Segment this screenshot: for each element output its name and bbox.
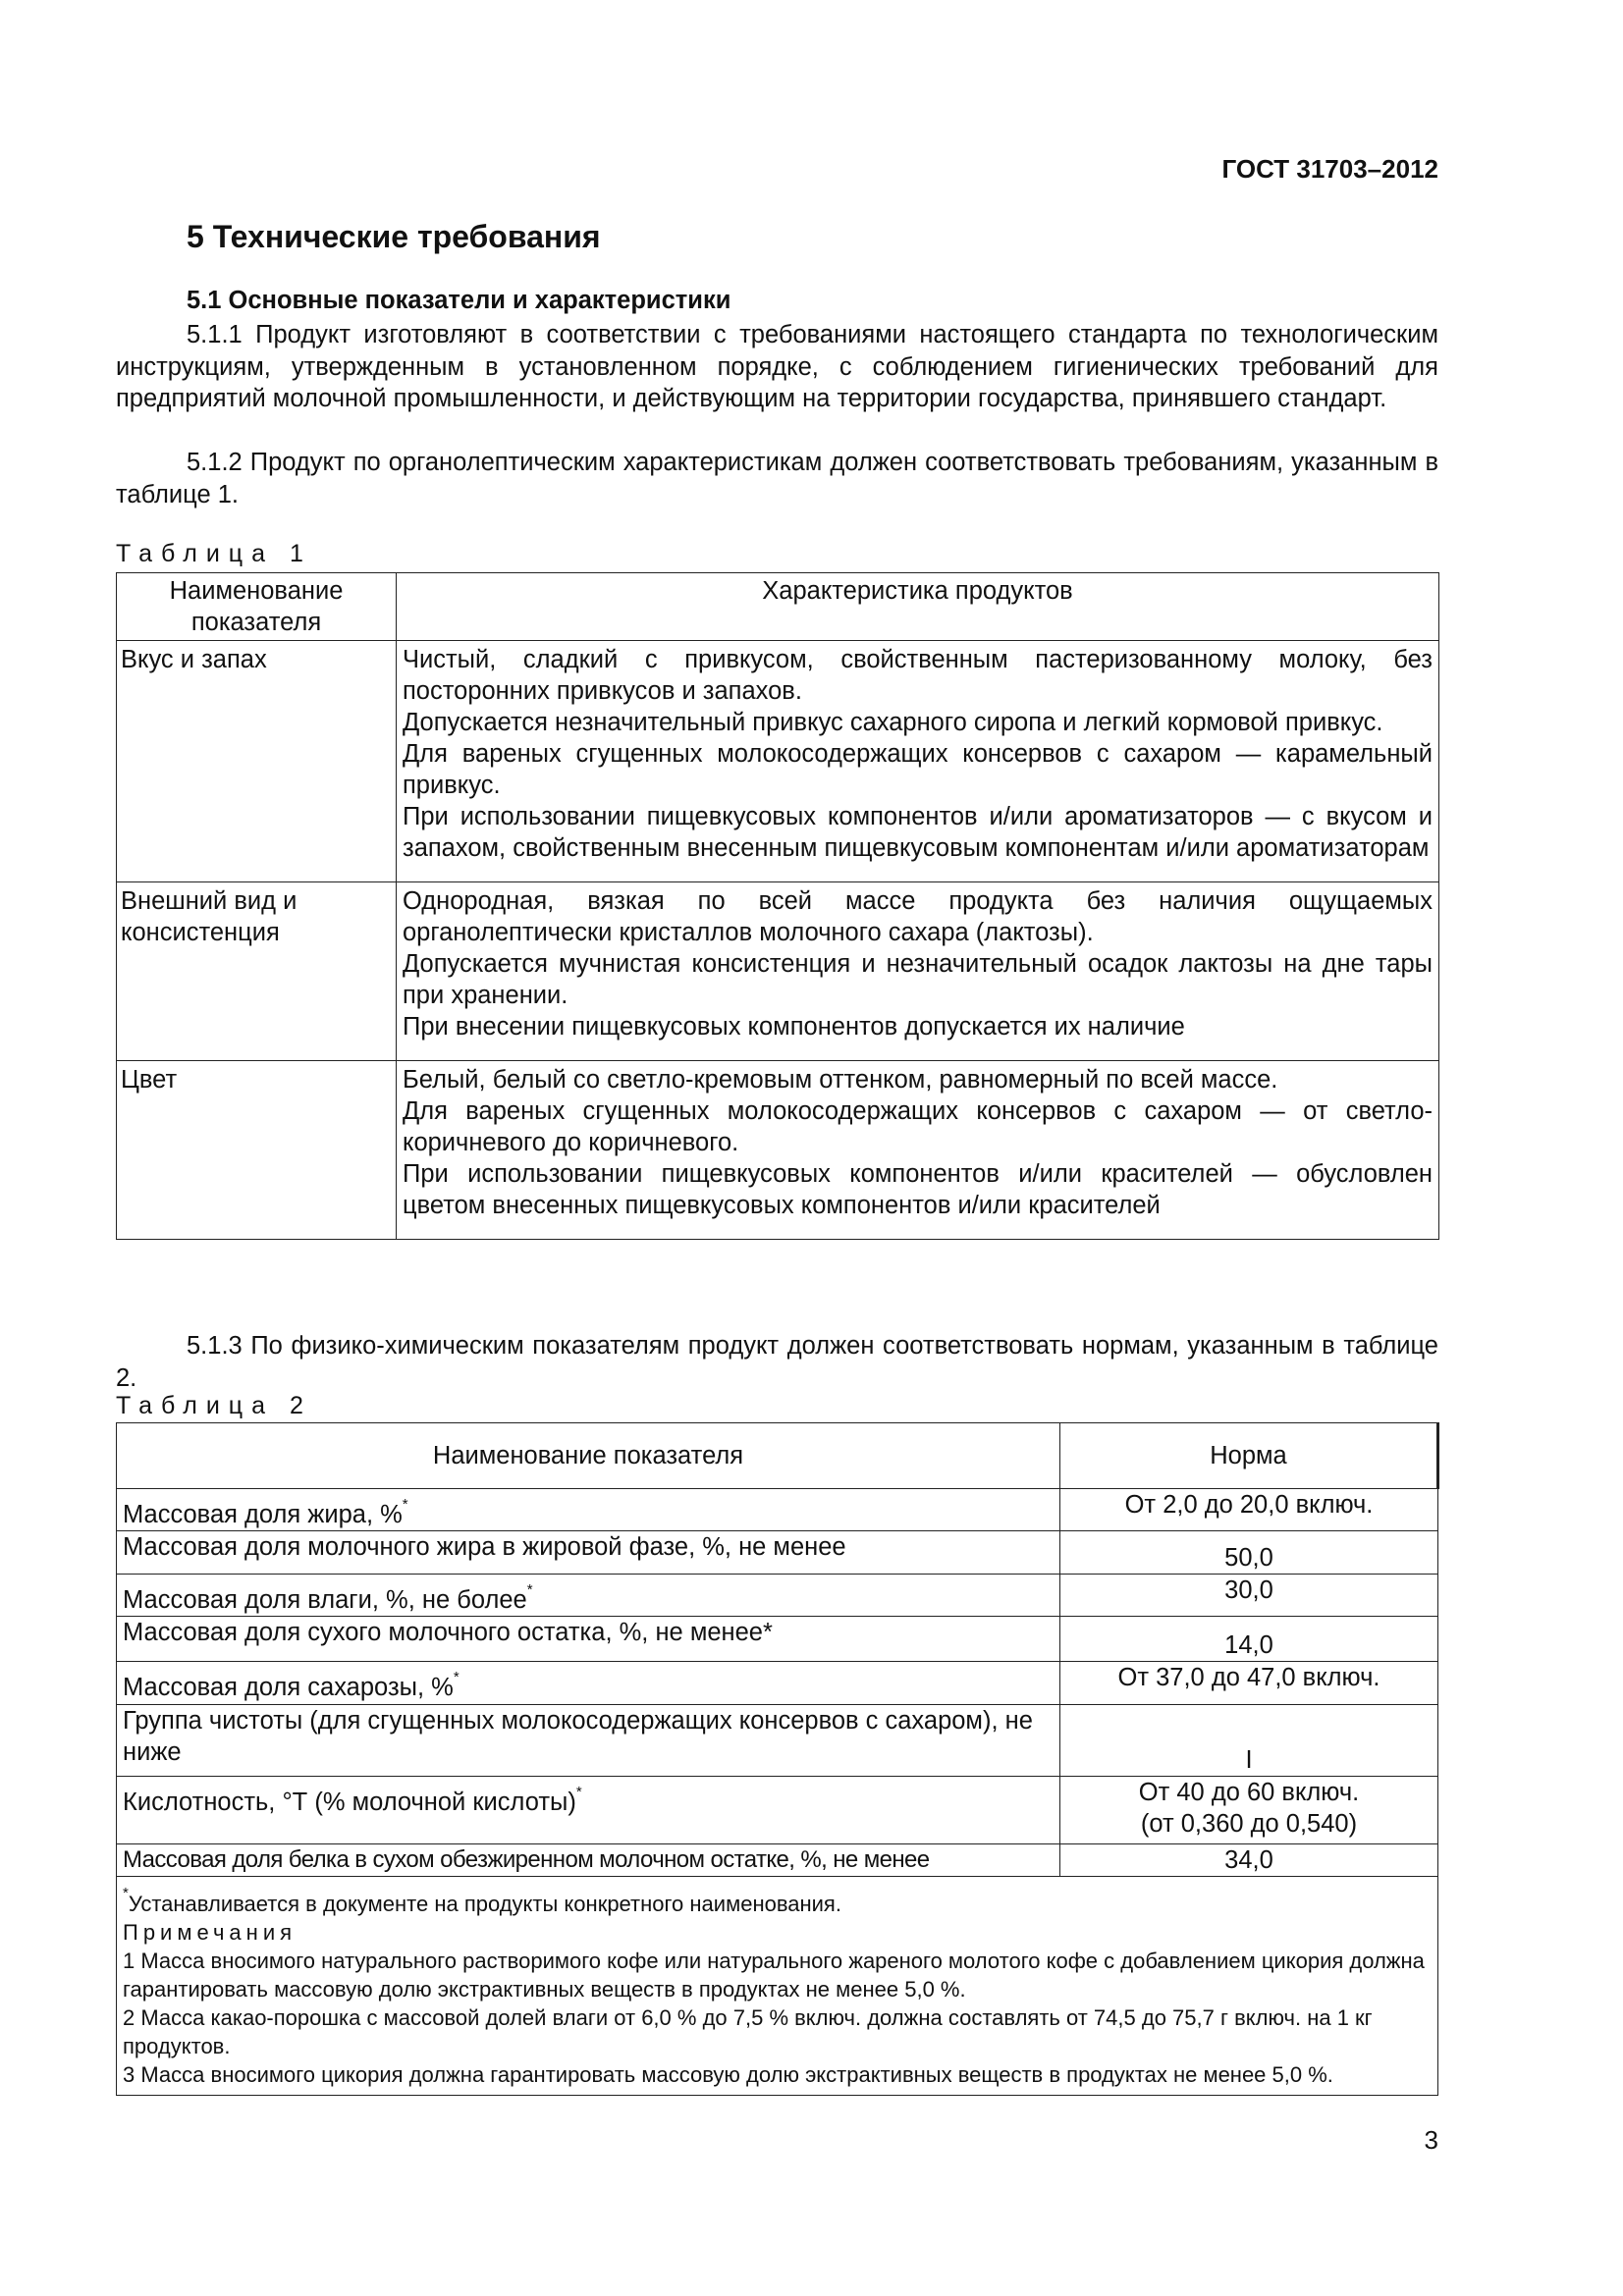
table-row bbox=[117, 1844, 1438, 1877]
footnote-marker: * bbox=[123, 1885, 129, 1901]
document-code: ГОСТ 31703–2012 bbox=[1221, 154, 1438, 184]
table-row bbox=[117, 882, 1439, 1061]
table-notes bbox=[117, 1877, 1438, 2096]
column-header-indicator: Наименование показателя bbox=[117, 1423, 1060, 1489]
indicator-name: Массовая доля молочного жира в жировой фазе, %, не менее bbox=[117, 1531, 1060, 1575]
table-notes-row bbox=[117, 1877, 1438, 2096]
table-header-row bbox=[117, 573, 1439, 641]
indicator-text: Кислотность, °Т (% молочной кислоты) bbox=[123, 1789, 576, 1816]
norm-value: От 2,0 до 20,0 включ. bbox=[1060, 1489, 1438, 1531]
indicator-name bbox=[117, 1777, 1060, 1844]
subsection-title: 5.1 Основные показатели и характеристики bbox=[187, 287, 731, 314]
note-item: 2 Масса какао-порошка с массовой долей влаги от 6,0 % до 7,5 % включ. должна составлять от 74,5 до 75,7 г включ. на 1 кг продуктов. bbox=[123, 2005, 1373, 2058]
norm-value: I bbox=[1060, 1705, 1438, 1777]
indicator-name: Массовая доля сухого молочного остатка, %, не менее* bbox=[117, 1617, 1060, 1662]
footnote-text: Устанавливается в документе на продукты конкретного наименования. bbox=[128, 1892, 841, 1916]
table-2-label: Таблица 2 bbox=[116, 1392, 312, 1419]
norm-value bbox=[1060, 1777, 1438, 1844]
characteristic-line: Для вареных сгущенных молокосодержащих консервов с сахаром — от светло-коричневого до коричневого. bbox=[403, 1097, 1433, 1156]
table-row bbox=[117, 1061, 1439, 1240]
note-item: 1 Масса вносимого натурального растворимого кофе или натурального жареного молотого кофе с добавлением цикория должна гарантировать массовую долю экстрактивных веществ в продуктах не менее 5,0 %. bbox=[123, 1949, 1425, 2002]
characteristic-cell bbox=[397, 1061, 1439, 1240]
characteristic-line: Допускается незначительный привкус сахарного сиропа и легкий кормовой привкус. bbox=[403, 709, 1383, 736]
footnote-marker: * bbox=[575, 1784, 582, 1800]
norm-value: 14,0 bbox=[1060, 1617, 1438, 1662]
indicator-text: Массовая доля жира, % bbox=[123, 1501, 403, 1528]
characteristic-line: Допускается мучнистая консистенция и незначительный осадок лактозы на дне тары при хранении. bbox=[403, 950, 1433, 1009]
table-row bbox=[117, 1662, 1438, 1705]
page-number: 3 bbox=[1424, 2125, 1438, 2155]
footnote-marker: * bbox=[402, 1496, 408, 1513]
section-title: 5 Технические требования bbox=[187, 219, 601, 254]
note-item: 3 Масса вносимого цикория должна гарантировать массовую долю экстрактивных веществ в продуктах не менее 5,0 %. bbox=[123, 2062, 1333, 2087]
column-header-indicator: Наименование показателя bbox=[117, 573, 397, 641]
norm-value: 34,0 bbox=[1060, 1844, 1438, 1877]
indicator-name bbox=[117, 1489, 1060, 1531]
notes-title: Примечания bbox=[123, 1920, 298, 1945]
indicator-name bbox=[117, 1575, 1060, 1617]
norm-value: 50,0 bbox=[1060, 1531, 1438, 1575]
footnote-marker: * bbox=[526, 1581, 533, 1598]
indicator-name: Внешний вид и консистенция bbox=[117, 882, 397, 1061]
characteristic-cell bbox=[397, 882, 1439, 1061]
table-row bbox=[117, 1617, 1438, 1662]
table-row bbox=[117, 1575, 1438, 1617]
characteristic-line: Для вареных сгущенных молокосодержащих консервов с сахаром — карамельный привкус. bbox=[403, 740, 1433, 799]
indicator-text: Массовая доля сахарозы, % bbox=[123, 1674, 454, 1701]
table-row bbox=[117, 1489, 1438, 1531]
column-header-norm: Норма bbox=[1060, 1423, 1438, 1489]
paragraph-5-1-2: 5.1.2 Продукт по органолептическим характеристикам должен соответствовать требованиям, указанным в таблице 1. bbox=[116, 449, 1438, 508]
norm-value-line: (от 0,360 до 0,540) bbox=[1140, 1810, 1358, 1838]
indicator-name: Вкус и запах bbox=[117, 641, 397, 882]
paragraph-5-1-1: 5.1.1 Продукт изготовляют в соответствии с требованиями настоящего стандарта по технологическим инструкциям, утвержденным в установленном порядке, с соблюдением гигиенических требований для предприятий молочной промышленности, и действующим на территории государства, принявшего стандарт. bbox=[116, 321, 1438, 412]
characteristic-line: Белый, белый со светло-кремовым оттенком, равномерный по всей массе. bbox=[403, 1066, 1278, 1094]
physicochemical-table bbox=[116, 1422, 1439, 2096]
norm-value-line: От 40 до 60 включ. bbox=[1138, 1779, 1360, 1806]
indicator-name: Цвет bbox=[117, 1061, 397, 1240]
table-row bbox=[117, 1531, 1438, 1575]
norm-value: 30,0 bbox=[1060, 1575, 1438, 1617]
footnote bbox=[123, 1879, 1432, 1918]
table-1-label: Таблица 1 bbox=[116, 540, 312, 567]
norm-value: От 37,0 до 47,0 включ. bbox=[1060, 1662, 1438, 1705]
characteristic-line: Однородная, вязкая по всей массе продукта без наличия ощущаемых органолептически кристаллов молочного сахара (лактозы). bbox=[403, 887, 1433, 946]
table-row bbox=[117, 1777, 1438, 1844]
footnote-marker: * bbox=[453, 1669, 460, 1685]
column-header-characteristic: Характеристика продуктов bbox=[397, 573, 1439, 641]
characteristic-line: При внесении пищевкусовых компонентов допускается их наличие bbox=[403, 1013, 1185, 1041]
characteristic-line: При использовании пищевкусовых компонентов и/или красителей — обусловлен цветом внесенных пищевкусовых компонентов и/или красителей bbox=[403, 1160, 1433, 1219]
indicator-name: Группа чистоты (для сгущенных молокосодержащих консервов с сахаром), не ниже bbox=[117, 1705, 1060, 1777]
characteristic-cell bbox=[397, 641, 1439, 882]
table-row bbox=[117, 641, 1439, 882]
indicator-name: Массовая доля белка в сухом обезжиренном молочном остатке, %, не менее bbox=[117, 1844, 1060, 1877]
characteristic-line: Чистый, сладкий с привкусом, свойственным пастеризованному молоку, без посторонних привкусов и запахов. bbox=[403, 646, 1433, 705]
table-row bbox=[117, 1705, 1438, 1777]
indicator-name bbox=[117, 1662, 1060, 1705]
organoleptic-table bbox=[116, 572, 1439, 1240]
indicator-text: Массовая доля влаги, %, не более bbox=[123, 1586, 527, 1614]
characteristic-line: При использовании пищевкусовых компонентов и/или ароматизаторов — с вкусом и запахом, свойственным внесенным пищевкусовым компонентам и/или ароматизаторам bbox=[403, 803, 1433, 862]
table-header-row bbox=[117, 1423, 1438, 1489]
paragraph-5-1-3: 5.1.3 По физико-химическим показателям продукт должен соответствовать нормам, указанным в таблице 2. bbox=[116, 1332, 1438, 1392]
